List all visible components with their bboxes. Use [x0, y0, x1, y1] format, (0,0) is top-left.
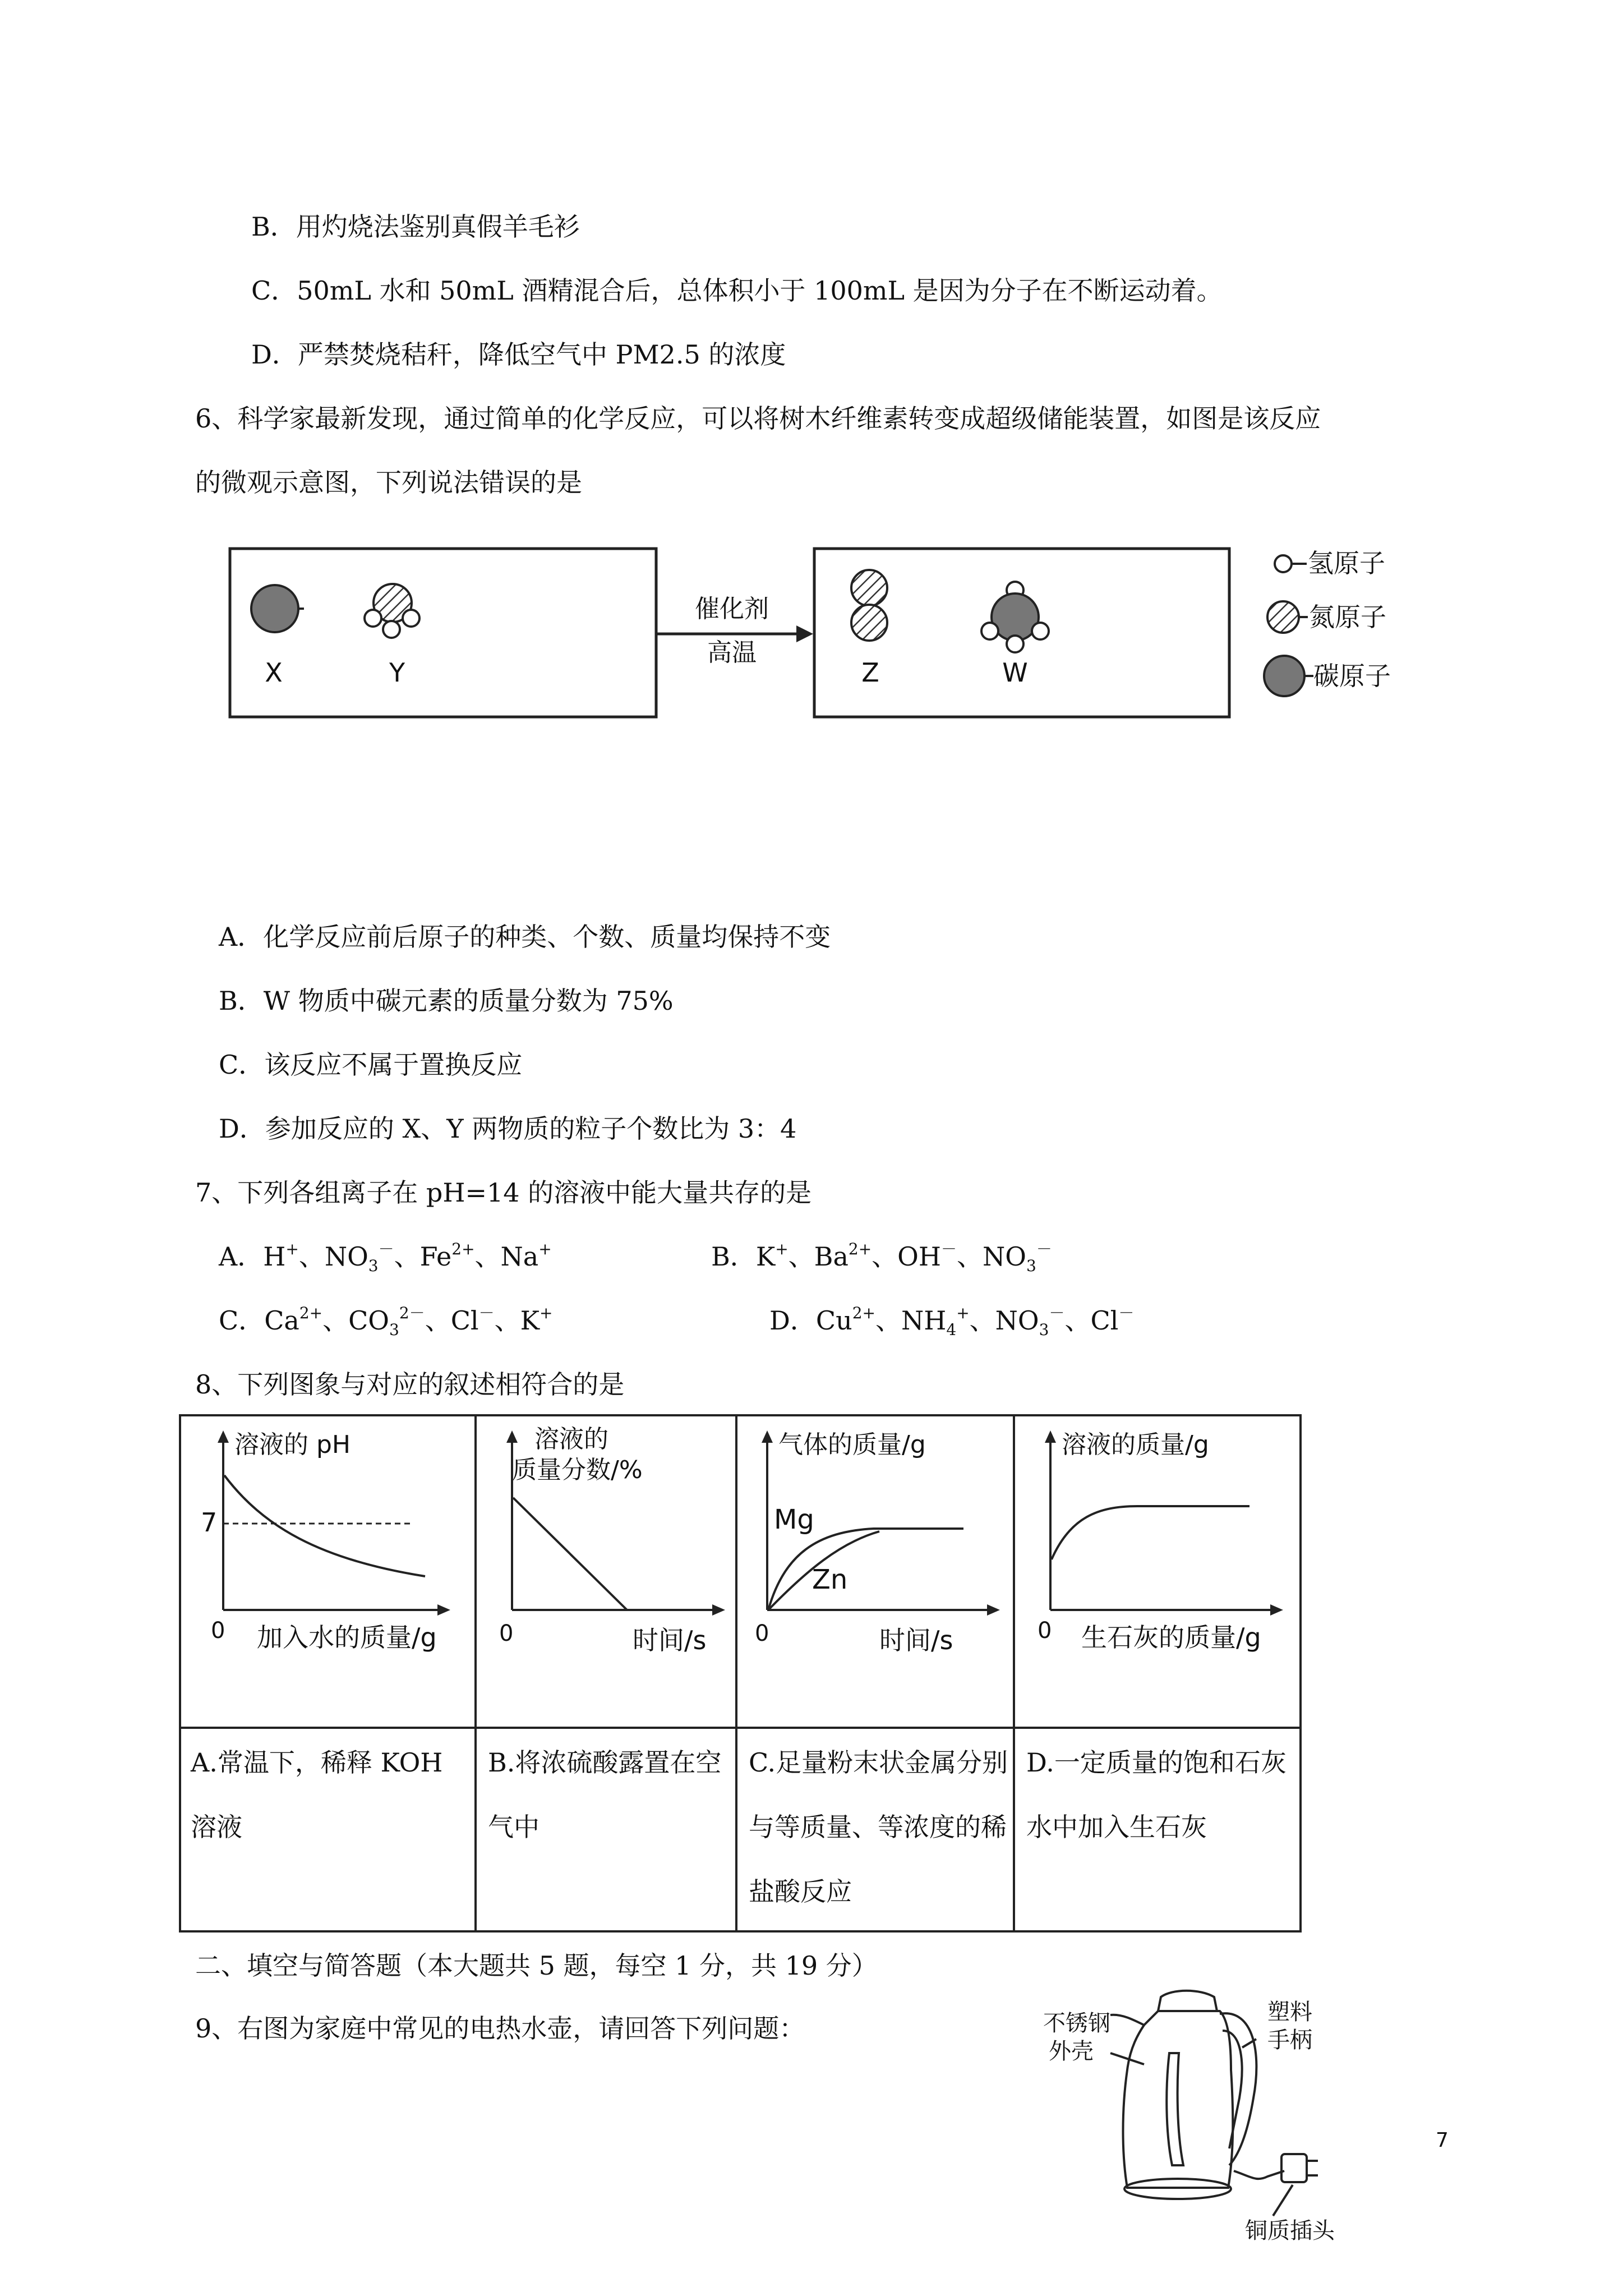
page-number: 7: [1436, 2129, 1449, 2152]
legend-carbon-icon: [1264, 656, 1304, 696]
arrow-label-high-temp: 高温: [707, 638, 757, 667]
chart-c-origin: 0: [755, 1621, 769, 1646]
caption-d: D.一定质量的饱和石灰水中加入生石灰: [1026, 1747, 1287, 1842]
chart-b-line: [513, 1498, 627, 1610]
caption-a: A.常温下，稀释 KOH 溶液: [191, 1747, 443, 1842]
legend-hydrogen: 氢原子: [1308, 548, 1385, 578]
carbon-atom-x: [251, 585, 298, 632]
q9-stem: 9、右图为家庭中常见的电热水壶，请回答下列问题：: [195, 2013, 805, 2044]
label-y: Y: [389, 657, 405, 688]
q7-option-d: D．$Cu^{2+}$、$NH_4^+$、$NO_3^-$、Cl－: [769, 1304, 1135, 1339]
chart-b-origin: 0: [499, 1621, 514, 1646]
label-shell-2: 外壳: [1049, 2039, 1094, 2064]
chart-d-origin: 0: [1038, 1618, 1052, 1644]
label-handle-1: 塑料: [1267, 1999, 1312, 2025]
chart-a-ylabel: 溶液的 pH: [234, 1430, 351, 1459]
q5-option-d: D．严禁焚烧秸秆，降低空气中 PM2.5 的浓度: [251, 339, 786, 370]
nitrogen-atom-z: [851, 570, 887, 606]
hydrogen-atom: [981, 623, 998, 639]
hydrogen-atom: [1032, 623, 1049, 639]
chart-c-series-zn: Zn: [812, 1564, 848, 1595]
q6-stem-line2: 的微观示意图，下列说法错误的是: [195, 467, 582, 498]
chart-d-ylabel: 溶液的质量/g: [1062, 1430, 1209, 1459]
label-handle-2: 手柄: [1267, 2027, 1312, 2053]
legend-nitrogen: 氮原子: [1309, 602, 1386, 632]
kettle-figure: [1032, 1986, 1458, 2249]
legend-hydrogen-icon: [1275, 555, 1292, 572]
chart-a-mark: 7: [201, 1507, 218, 1538]
chart-c-mg-curve: [768, 1529, 963, 1610]
chart-b-ylabel-1: 溶液的: [534, 1425, 608, 1453]
q5-option-c: C．50mL 水和 50mL 酒精混合后，总体积小于 100mL 是因为分子在不断运动着。: [251, 275, 1223, 306]
section2-heading: 二、填空与简答题（本大题共 5 题，每空 1 分，共 19 分）: [195, 1950, 878, 1981]
q7-option-c: C．$Ca^{2+}$、$CO_3^{2-}$、Cl－、K+: [219, 1304, 553, 1339]
reaction-diagram: [219, 539, 1486, 729]
hydrogen-atom: [383, 621, 400, 638]
q7-option-a: A．H+、$NO_3^-$、$Fe^{2+}$、Na+: [219, 1240, 552, 1275]
label-x: X: [265, 657, 283, 688]
chart-c-ylabel: 气体的质量/g: [778, 1430, 926, 1459]
chart-d: [1038, 1430, 1283, 1653]
nitrogen-atom-z: [851, 605, 887, 641]
hydrogen-atom: [1007, 636, 1023, 652]
chart-a-curve: [224, 1475, 425, 1576]
label-z: Z: [861, 657, 879, 688]
chart-d-curve: [1052, 1506, 1249, 1559]
label-w: W: [1002, 657, 1028, 688]
chart-a-xlabel: 加入水的质量/g: [257, 1622, 437, 1653]
chart-d-xlabel: 生石灰的质量/g: [1081, 1622, 1261, 1653]
q6-option-d: D．参加反应的 X、Y 两物质的粒子个数比为 3：4: [219, 1114, 797, 1144]
chart-a-origin: 0: [211, 1618, 225, 1644]
chart-c-xlabel: 时间/s: [879, 1625, 953, 1655]
chart-c-series-mg: Mg: [774, 1504, 814, 1535]
q6-option-c: C．该反应不属于置换反应: [219, 1050, 523, 1080]
chart-b-ylabel-2: 质量分数/%: [512, 1456, 643, 1484]
q6-option-a: A．化学反应前后原子的种类、个数、质量均保持不变: [219, 922, 831, 952]
q6-option-b: B．W 物质中碳元素的质量分数为 75%: [219, 986, 674, 1016]
reactants-box: [230, 549, 656, 717]
legend-nitrogen-icon: [1267, 601, 1299, 633]
chart-c: [755, 1430, 1000, 1655]
caption-c: C.足量粉末状金属分别与等质量、等浓度的稀盐酸反应: [749, 1747, 1008, 1907]
q6-stem-line1: 6、科学家最新发现，通过简单的化学反应，可以将树木纤维素转变成超级储能装置，如图是该反应: [195, 403, 1321, 434]
chart-a: [201, 1430, 450, 1653]
chart-b: [499, 1425, 725, 1655]
arrow-label-catalyst: 催化剂: [695, 595, 769, 623]
q5-option-b: B．用灼烧法鉴别真假羊毛衫: [251, 211, 580, 242]
legend-carbon: 碳原子: [1313, 661, 1391, 691]
chart-b-xlabel: 时间/s: [633, 1625, 707, 1655]
q7-option-b: B．K+、$Ba^{2+}$、OH－、$NO_3^-$: [711, 1240, 1052, 1275]
q7-stem: 7、下列各组离子在 pH=14 的溶液中能大量共存的是: [195, 1177, 812, 1208]
hydrogen-atom: [403, 610, 419, 627]
label-plug: 铜质插头: [1245, 2218, 1335, 2244]
hydrogen-atom: [365, 610, 381, 627]
q8-stem: 8、下列图象与对应的叙述相符合的是: [195, 1369, 625, 1400]
label-shell-1: 不锈钢: [1043, 2010, 1110, 2036]
caption-b: B.将浓硫酸露置在空气中: [488, 1747, 722, 1842]
